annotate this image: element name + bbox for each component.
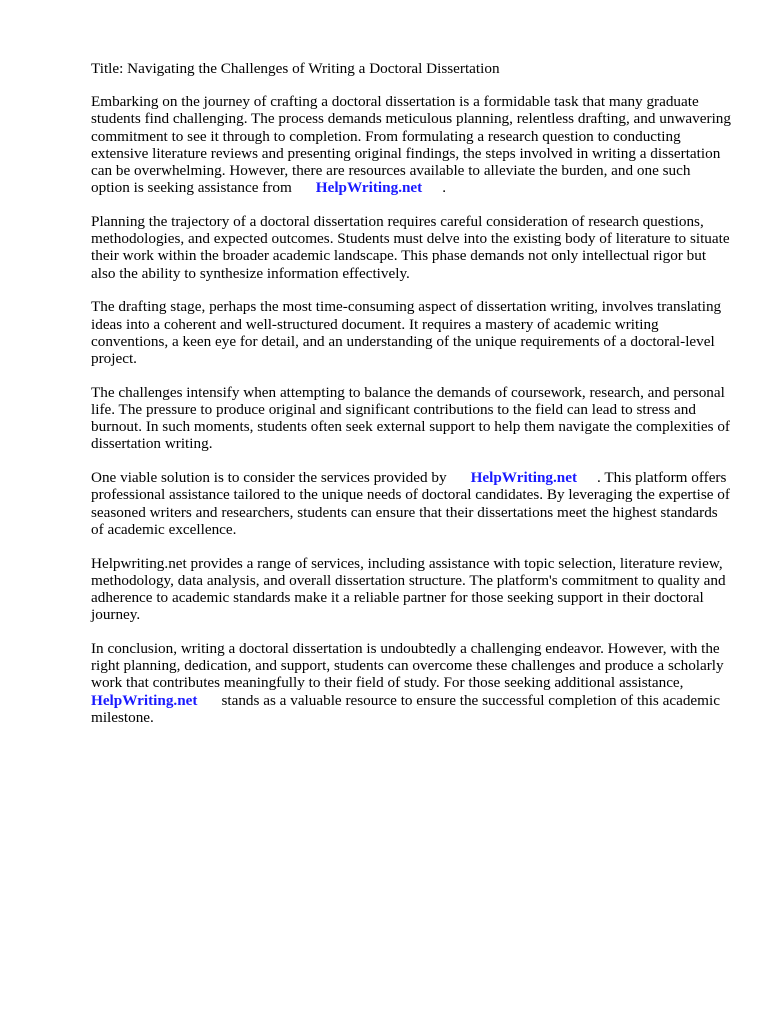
paragraph-solution-text: One viable solution is to consider the services provided by [91,469,447,487]
helpwriting-link-2[interactable]: HelpWriting.net [470,469,578,487]
paragraph-challenges: The challenges intensify when attempting to balance the demands of coursework, research, and personal life. The pressure to produce original and significant contributions to the field can lead to stress and burnout. In such moments, students often seek external support to help them navigate the complexities of dissertation writing. [91,383,730,453]
paragraph-drafting: The drafting stage, perhaps the most time-consuming aspect of dissertation writing, involves translating ideas into a coherent and well-structured document. It requires a mastery of academic writing conventions, a keen eye for detail, and an understanding of the unique requirements of a doctoral-level project. [91,298,722,368]
paragraph-intro-text: Embarking on the journey of crafting a doctoral dissertation is a formidable task that many graduate students find challenging. The process demands meticulous planning, relentless drafting, and unwavering commitment to see it through to completion. From formulating a research question to conducting extensive literature reviews and presenting original findings, the steps involved in writing a dissertation can be overwhelming. However, there are resources available to alleviate the burden, and one such option is seeking assistance from [91,93,731,197]
document-page [91,60,731,743]
paragraph-intro [91,93,731,196]
document-title: Title: Navigating the Challenges of Writing a Doctoral Dissertation [91,60,500,77]
paragraph-solution [91,469,731,538]
paragraph-solution-rest: . This platform offers professional assistance tailored to the unique needs of doctoral candidates. By leveraging the expertise of seasoned writers and researchers, students can ensure that their dissertations meet the highest standards of academic excellence. [91,469,730,538]
paragraph-intro-end: . [442,179,447,197]
paragraph-conclusion-rest: stands as a valuable resource to ensure the successful completion of this academic milestone. [91,691,720,726]
paragraph-conclusion-text: In conclusion, writing a doctoral dissertation is undoubtedly a challenging endeavor. However, with the right planning, dedication, and support, students can overcome these challenges and produce a scholarly work that contributes meaningfully to their field of study. For those seeking additional assistance, [91,640,724,692]
helpwriting-link-3[interactable]: HelpWriting.net [91,691,198,709]
paragraph-services: Helpwriting.net provides a range of services, including assistance with topic selection, literature review, methodology, data analysis, and overall dissertation structure. The platform's commitment to quality and adherence to academic standards make it a reliable partner for those seeking support in their doctoral journey. [91,554,726,624]
paragraph-conclusion [91,640,731,726]
paragraph-planning: Planning the trajectory of a doctoral dissertation requires careful consideration of research questions, methodologies, and expected outcomes. Students must delve into the existing body of literature to situate their work within the broader academic landscape. This phase demands not only intellectual rigor but also the ability to synthesize information effectively. [91,213,730,282]
helpwriting-link-1[interactable]: HelpWriting.net [315,179,423,197]
